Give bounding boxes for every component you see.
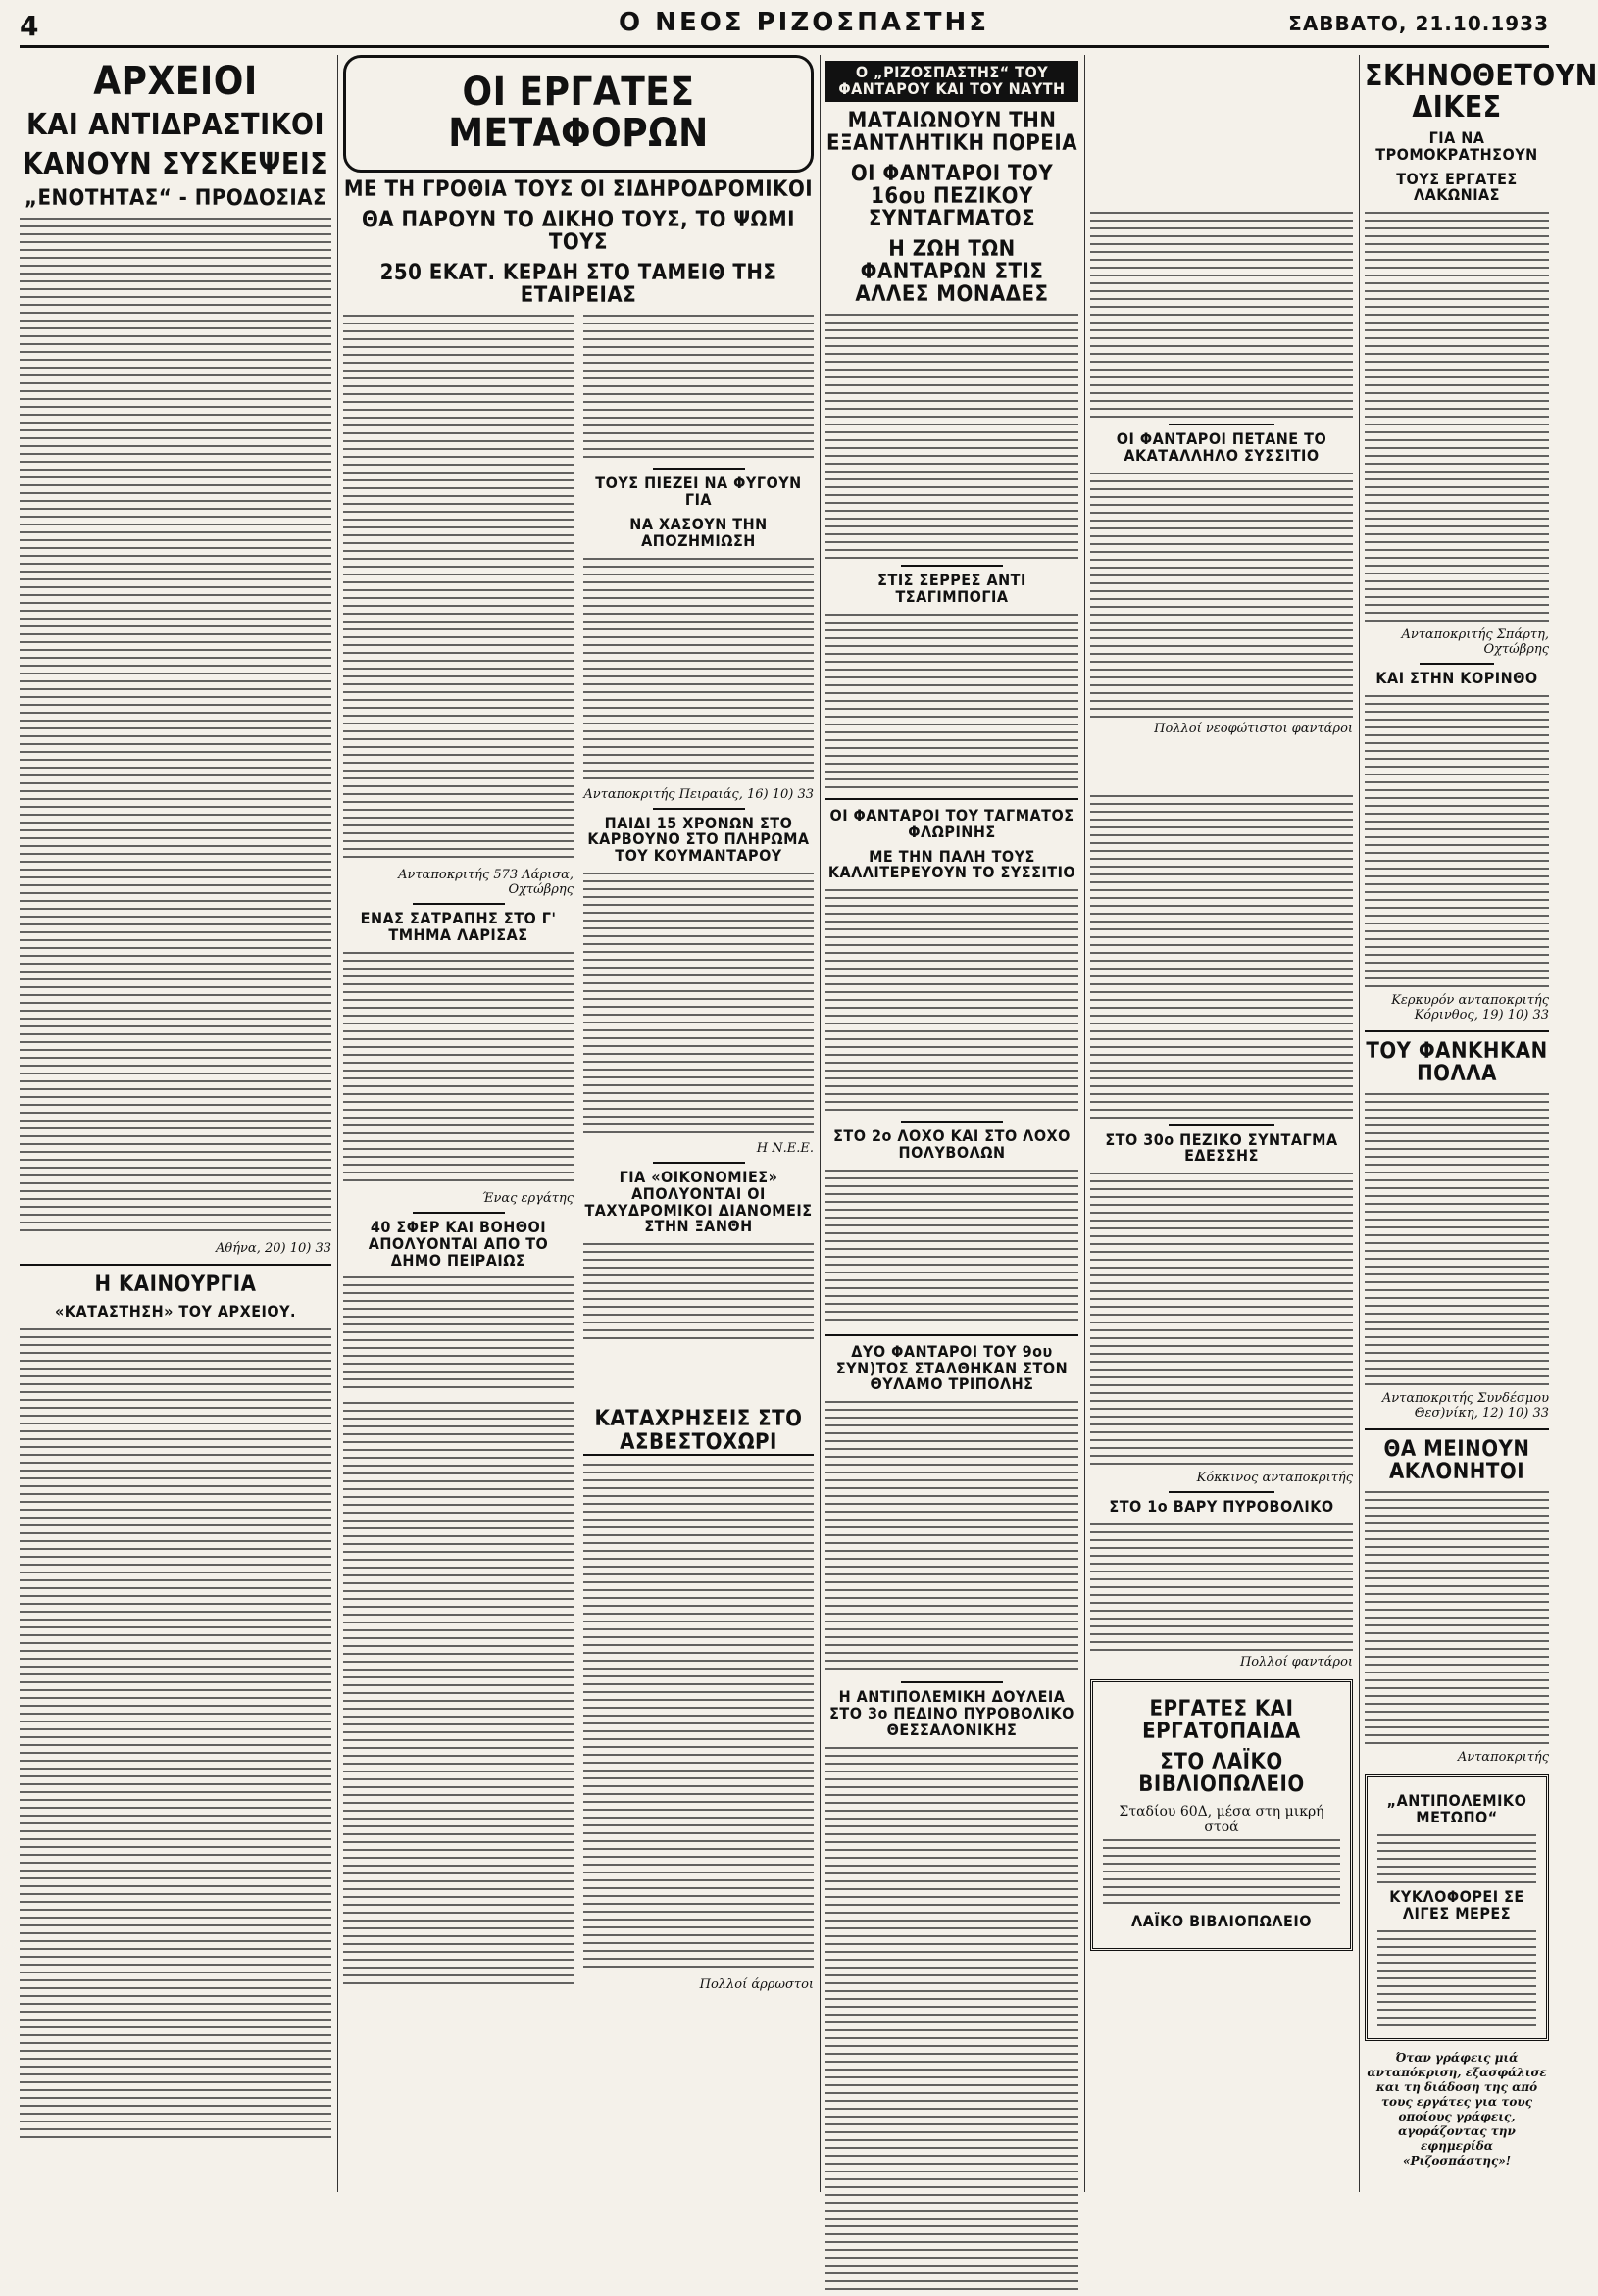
article-body (343, 1402, 574, 1990)
footer-appeal: Όταν γράφεις μιά ανταπόκριση, εξασφάλισε και τη διάδοση της από τους εργάτες για τους οποίους γράφεις, αγοράζοντας την εφημερίδα «Ριζοσπάστης»! (1367, 2050, 1547, 2168)
article-body (1365, 1491, 1549, 1746)
subheadline: ΜΕ ΤΗΝ ΠΑΛΗ ΤΟΥΣ ΚΑΛΛΙΤΕΡΕΥΟΥΝ ΤΟ ΣΥΣΣΙΤΙΟ (827, 846, 1076, 882)
article-signature: Αθήνα, 20) 10) 33 (216, 1241, 331, 1257)
article-body (825, 614, 1078, 790)
column-rule (820, 55, 821, 2192)
issue-date: ΣΑΒΒΑΤΟ, 21.10.1933 (1288, 12, 1549, 35)
column-rule (1359, 55, 1360, 2192)
headline: ΚΑΙ ΣΤΗΝ ΚΟΡΙΝΘΟ (1375, 669, 1538, 688)
headline: ΓΙΑ ΝΑ ΤΡΟΜΟΚΡΑΤΗΣΟΥΝ (1375, 128, 1538, 164)
article-body (825, 314, 1078, 559)
divider (653, 808, 745, 810)
divider (20, 1264, 331, 1266)
headline-box (343, 55, 814, 173)
article-body (1090, 212, 1353, 418)
headline: ΤΟΥ ΦΑΝΚΗΚΑΝ ΠΟΛΛΑ (1366, 1038, 1548, 1087)
headline: ΤΟΥΣ ΠΙΕΖΕΙ ΝΑ ΦΥΓΟΥΝ ΓΙΑ (595, 474, 802, 510)
headline: ΚΑΝΟΥΝ ΣΥΣΚΕΨΕΙΣ (22, 146, 329, 181)
divider (653, 468, 745, 470)
article-signature: Ανταποκριτής (1457, 1750, 1549, 1766)
headline: ΣΤΟ 2ο ΛΟΧΟ ΚΑΙ ΣΤΟ ΛΟΧΟ ΠΟΛΥΒΟΛΩΝ (833, 1126, 1071, 1162)
ad-body (1377, 1930, 1536, 2028)
article-body (1090, 1173, 1353, 1467)
headline: ΕΝΑΣ ΣΑΤΡΑΠΗΣ ΣΤΟ Γ' ΤΜΗΜΑ ΛΑΡΙΣΑΣ (360, 909, 557, 945)
headline: ΣΤΙΣ ΣΕΡΡΕΣ ΑΝΤΙ ΤΣΑΓΙΜΠΟΓΙΑ (877, 571, 1026, 607)
column-2 (343, 55, 814, 2192)
article-body (825, 1747, 1078, 2296)
ad-body (1377, 1834, 1536, 1883)
ad-headline: „ΑΝΤΙΠΟΛΕΜΙΚΟ ΜΕΤΩΠΟ“ (1386, 1791, 1527, 1827)
article-body (825, 1401, 1078, 1675)
newspaper-ad (1365, 1774, 1549, 2040)
divider (901, 1121, 1002, 1123)
article-body (20, 1328, 331, 2142)
headline: ΣΤΟ 1ο ΒΑΡΥ ΠΥΡΟΒΟΛΙΚΟ (1109, 1497, 1334, 1517)
section-kicker: Ο „ΡΙΖΟΣΠΑΣΤΗΣ“ ΤΟΥ ΦΑΝΤΑΡΟΥ ΚΑΙ ΤΟΥ ΝΑΥΤΗ (825, 61, 1078, 102)
bookshop-ad (1090, 1679, 1353, 1951)
column-5 (1365, 55, 1598, 2192)
headline: ΟΙ ΦΑΝΤΑΡΟΙ ΤΟΥ ΤΑΓΜΑΤΟΣ ΦΛΩΡΙΝΗΣ (829, 805, 1074, 841)
headline: ΟΙ ΦΑΝΤΑΡΟΙ ΤΟΥ 16ου ΠΕΖΙΚΟΥ ΣΥΝΤΑΓΜΑΤΟΣ (850, 161, 1054, 231)
divider (1169, 1491, 1273, 1493)
headline: Η ΑΝΤΙΠΟΛΕΜΙΚΗ ΔΟΥΛΕΙΑ ΣΤΟ 3ο ΠΕΔΙΝΟ ΠΥΡΟΒΟΛΙΚΟ ΘΕΣΣΑΛΟΝΙΚΗΣ (829, 1687, 1074, 1739)
divider (825, 1334, 1078, 1336)
masthead (20, 6, 1549, 48)
ad-footer: ΛΑΪΚΟ ΒΙΒΛΙΟΠΩΛΕΙΟ (1131, 1912, 1312, 1931)
ad-body (1103, 1839, 1340, 1908)
headline: ΝΑ ΧΑΣΟΥΝ ΤΗΝ ΑΠΟΖΗΜΙΩΣΗ (629, 515, 768, 550)
article-body (1090, 1523, 1353, 1651)
headline: ΤΟΥΣ ΕΡΓΑΤΕΣ ΛΑΚΩΝΙΑΣ (1396, 169, 1518, 205)
headline: ΔΥΟ ΦΑΝΤΑΡΟΙ ΤΟΥ 9ου ΣΥΝ)ΤΟΣ ΣΤΑΛΘΗΚΑΝ ΣΤΟΝ ΘΥΛΑΜΟ ΤΡΙΠΟΛΗΣ (835, 1341, 1069, 1394)
divider (825, 798, 1078, 800)
headline: ΘΑ ΠΑΡΟΥΝ ΤΟ ΔΙΚΗΟ ΤΟΥΣ, ΤΟ ΨΩΜΙ ΤΟΥΣ (361, 208, 795, 256)
divider (653, 1162, 745, 1164)
headline: ΠΑΙΔΙ 15 ΧΡΟΝΩΝ ΣΤΟ ΚΑΡΒΟΥΝΟ ΣΤΟ ΠΛΗΡΩΜΑ ΤΟΥ ΚΟΥΜΑΝΤΑΡΟΥ (587, 813, 810, 866)
headline: ΓΙΑ «ΟΙΚΟΝΟΜΙΕΣ» ΑΠΟΛΥΟΝΤΑΙ ΟΙ ΤΑΧΥΔΡΟΜΙΚΟΙ ΔΙΑΝΟΜΕΙΣ ΣΤΗΝ ΞΑΝΘΗ (584, 1168, 813, 1236)
column-3 (825, 55, 1078, 2192)
headline: 250 ΕΚΑΤ. ΚΕΡΔΗ ΣΤΟ ΤΑΜΕΙΘ ΤΗΣ ΕΤΑΙΡΕΙΑΣ (379, 261, 777, 309)
divider (1169, 1124, 1273, 1126)
headline: 40 ΣΦΕΡ ΚΑΙ ΒΟΗΘΟΙ ΑΠΟΛΥΟΝΤΑΙ ΑΠΟ ΤΟ ΔΗΜΟ ΠΕΙΡΑΙΩΣ (368, 1218, 549, 1270)
headline: ΘΑ ΜΕΙΝΟΥΝ ΑΚΛΟΝΗΤΟΙ (1383, 1437, 1530, 1485)
article-signature: Ανταποκριτής Συνδέσμου Θεσ)νίκη, 12) 10) 33 (1381, 1391, 1549, 1422)
article-body (1365, 695, 1549, 989)
divider (901, 565, 1002, 567)
headline: ΚΑΙ ΑΝΤΙΔΡΑΣΤΙΚΟΙ (26, 108, 325, 142)
article-signature: Ανταποκριτής Πειραιάς, 16) 10) 33 (583, 786, 814, 802)
divider (413, 1212, 505, 1214)
divider (901, 1681, 1002, 1683)
article-body (1365, 212, 1549, 624)
article-signature: Πολλοί άρρωστοι (699, 1976, 814, 1992)
headline: ΜΕ ΤΗ ΓΡΟΘΙΑ ΤΟΥΣ ΟΙ ΣΙΔΗΡΟΔΡΟΜΙΚΟΙ (343, 177, 814, 202)
headline: Η ΚΑΙΝΟΥΡΓΙΑ (94, 1273, 257, 1298)
headline: ΚΑΤΑΧΡΗΣΕΙΣ ΣΤΟ ΑΣΒΕΣΤΟΧΩΡΙ (583, 1408, 814, 1455)
article-body (583, 873, 814, 1137)
article-body (825, 889, 1078, 1115)
subheadline: „ΕΝΟΤΗΤΑΣ“ - ΠΡΟΔΟΣΙΑΣ (24, 186, 327, 211)
article-body (1090, 795, 1353, 1119)
article-signature: Κόκκινος ανταποκριτής (1196, 1471, 1353, 1486)
article-signature: Η Ν.Ε.Ε. (756, 1141, 814, 1157)
column-1 (20, 55, 331, 2192)
headline: ΣΚΗΝΟΘΕΤΟΥΝ ΔΙΚΕΣ (1365, 59, 1598, 125)
divider (1169, 424, 1273, 425)
article-body (583, 558, 814, 783)
headline: Η ΖΩΗ ΤΩΝ ΦΑΝΤΑΡΩΝ ΣΤΙΣ ΑΛΛΕΣ ΜΟΝΑΔΕΣ (855, 237, 1049, 308)
column-4 (1090, 55, 1353, 2192)
divider (413, 903, 505, 905)
column-rule (1084, 55, 1085, 2192)
headline: ΑΡΧΕΙΟΙ (93, 59, 258, 104)
ad-headline: ΕΡΓΑΤΕΣ ΚΑΙ ΕΡΓΑΤΟΠΑΙΔΑ (1142, 1696, 1301, 1745)
article-body (583, 1464, 814, 1973)
article-body (1090, 473, 1353, 718)
article-signature: Πολλοί νεοφώτιστοι φαντάροι (1154, 721, 1353, 736)
article-body (1365, 1093, 1549, 1387)
newspaper-title: Ο ΝΕΟΣ ΡΙΖΟΣΠΑΣΤΗΣ (619, 8, 989, 37)
article-body (343, 315, 574, 864)
headline: ΣΤΟ 30ο ΠΕΖΙΚΟ ΣΥΝΤΑΓΜΑ ΕΔΕΣΣΗΣ (1105, 1129, 1338, 1166)
article-signature: Ανταποκριτής 573 Λάρισα, Οχτώβρης (398, 868, 574, 898)
article-body (825, 1170, 1078, 1326)
page-number: 4 (20, 10, 39, 42)
divider (1365, 1030, 1549, 1032)
article-signature: Πολλοί φαντάροι (1239, 1654, 1353, 1670)
ad-headline: ΣΤΟ ΛΑΪΚΟ ΒΙΒΛΙΟΠΩΛΕΙΟ (1138, 1750, 1305, 1798)
subheadline: «ΚΑΤΑΣΤΗΣΗ» ΤΟΥ ΑΡΧΕΙΟΥ. (54, 1302, 297, 1322)
article-signature: Ανταποκριτής Σπάρτη, Οχτώβρης (1401, 627, 1549, 658)
article-signature: Κερκυρόν ανταποκριτής Κόρινθος, 19) 10) 33 (1391, 992, 1549, 1023)
article-body (583, 1243, 814, 1341)
divider (1420, 663, 1493, 665)
article-signature: Ένας εργάτης (481, 1191, 574, 1207)
article-body (583, 315, 814, 462)
headline: ΟΙ ΕΡΓΑΤΕΣ ΜΕΤΑΦΟΡΩΝ (448, 70, 709, 156)
article-body (343, 952, 574, 1187)
column-rule (337, 55, 338, 2192)
ad-subheadline: ΚΥΚΛΟΦΟΡΕΙ ΣΕ ΛΙΓΕΣ ΜΕΡΕΣ (1389, 1886, 1524, 1922)
headline: ΟΙ ΦΑΝΤΑΡΟΙ ΠΕΤΑΝΕ ΤΟ ΑΚΑΤΑΛΛΗΛΟ ΣΥΣΣΙΤΙΟ (1116, 429, 1327, 465)
divider (1365, 1428, 1549, 1430)
article-body (343, 1276, 574, 1394)
article-body (20, 218, 331, 1237)
headline: ΜΑΤΑΙΩΝΟΥΝ ΤΗΝ ΕΞΑΝΤΛΗΤΙΚΗ ΠΟΡΕΙΑ (825, 108, 1078, 156)
ad-address: Σταδίου 60Δ, μέσα στη μικρή στοά (1119, 1804, 1324, 1836)
